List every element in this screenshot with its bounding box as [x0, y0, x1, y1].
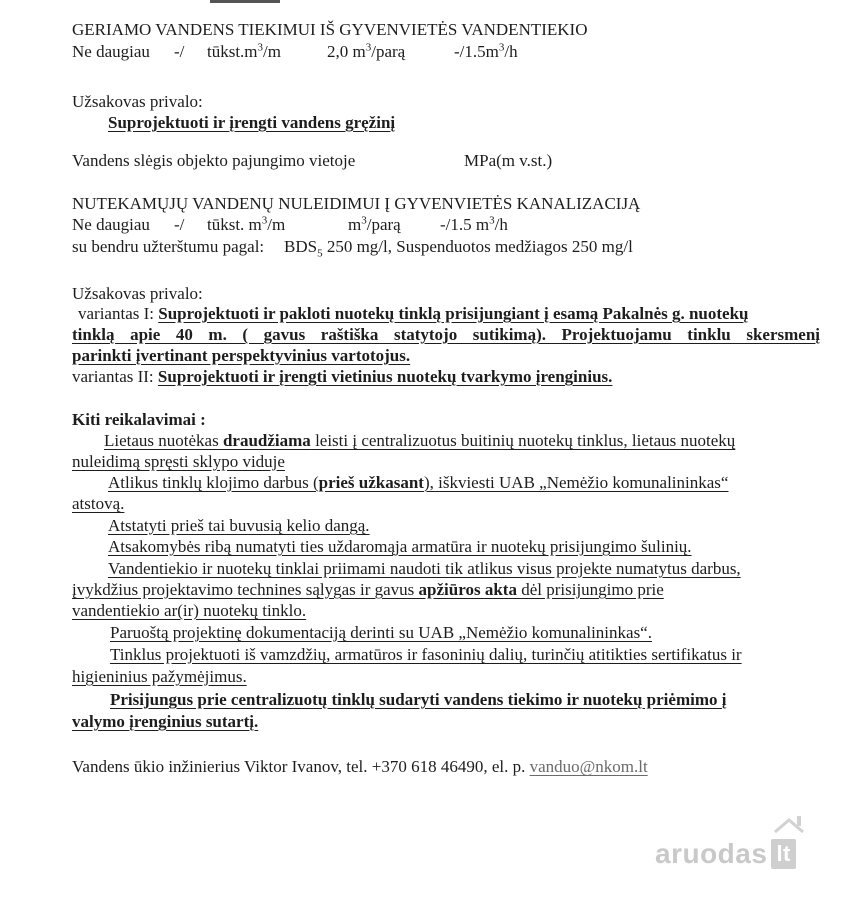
aruodas-watermark [655, 838, 796, 870]
requirement-rainwater-line-2: nuleidimą spręsti sklypo viduje [72, 452, 285, 471]
sewage-variant-1-line-3: parinkti įvertinant perspektyvinius vartotojus. [72, 346, 411, 365]
watermark-brand: aruodas [655, 838, 768, 869]
sewage-variant-1-line-1: variantas I: Suprojektuoti ir pakloti nuotekų tinklą prisijungiant į esamą Pakalnės g. nuotekų [78, 304, 749, 323]
requirement-contract-line-1: Prisijungus prie centralizuotų tinklų sudaryti vandens tiekimo ir nuotekų priėmimo į [110, 690, 727, 709]
sewage-ordered-label: Užsakovas privalo: [72, 284, 203, 303]
scan-edge-mark [210, 0, 280, 3]
water-pressure-line: Vandens slėgis objekto pajungimo vietoje MPa(m v.st.) [72, 151, 553, 170]
sewage-variant-2: variantas II: Suprojektuoti ir įrengti vietinius nuotekų tvarkymo įrenginius. [72, 367, 613, 386]
other-requirements-title: Kiti reikalavimai : [72, 410, 206, 429]
contact-line: Vandens ūkio inžinierius Viktor Ivanov, tel. +370 618 46490, el. p. vanduo@nkom.lt [72, 757, 648, 776]
requirement-materials-line-2: higieninius pažymėjimus. [72, 667, 247, 686]
water-section-title: GERIAMO VANDENS TIEKIMUI IŠ GYVENVIETĖS VANDENTIEKIO [72, 20, 588, 39]
sewage-variant-1-line-2: tinklą apie 40 m. ( gavus raštiška statytojo sutikimą). Projektuojamu tinklu skersmenį [72, 325, 820, 344]
watermark-tld: lt [771, 839, 795, 869]
requirement-materials-line-1: Tinklus projektuoti iš vamzdžių, armatūros ir fasoninių dalių, turinčių atitikties sertifikatus ir [110, 645, 742, 664]
requirement-rainwater-line-1: Lietaus nuotėkas draudžiama leisti į centralizuotus buitinių nuotekų tinklus, lietaus nuotekų [104, 431, 736, 450]
house-icon [773, 812, 813, 842]
water-ordered-label: Užsakovas privalo: [72, 92, 203, 111]
requirement-acceptance-line-1: Vandentiekio ir nuotekų tinklai priimami naudoti tik atlikus visus projekte numatytus darbus, [108, 559, 741, 578]
requirement-inspection-line-2: atstovą. [72, 494, 125, 513]
requirement-contract-line-2: valymo įrenginius sutartį. [72, 712, 259, 731]
requirement-road-surface: Atstatyti prieš tai buvusią kelio dangą. [108, 516, 370, 535]
email-link[interactable]: vanduo@nkom.lt [529, 757, 648, 776]
requirement-acceptance-line-3: vandentiekio ar(ir) nuotekų tinklo. [72, 601, 307, 620]
water-ordered-task: Suprojektuoti ir įrengti vandens gręžinį [108, 113, 396, 132]
sewage-pollution-line: su bendru užterštumu pagal: $BDS_5$ 250 mg/l, Suspenduotos medžiagos 250 mg/l [72, 237, 633, 260]
requirement-acceptance-line-2: įvykdžius projektavimo technines sąlygas ir gavus apžiūros akta dėl prisijungimo prie [72, 580, 664, 599]
requirement-responsibility: Atsakomybės ribą numatyti ties uždaromąja armatūra ir nuotekų prisijungimo šulinių. [108, 537, 692, 556]
requirement-inspection-line-1: Atlikus tinklų klojimo darbus (prieš užkasant), iškviesti UAB „Nemėžio komunalininkas“ [108, 473, 729, 492]
requirement-documentation: Paruoštą projektinę dokumentaciją derinti su UAB „Nemėžio komunalininkas“. [110, 623, 652, 642]
sewage-section-title: NUTEKAMŲJŲ VANDENŲ NULEIDIMUI Į GYVENVIETĖS KANALIZACIJĄ [72, 194, 641, 213]
